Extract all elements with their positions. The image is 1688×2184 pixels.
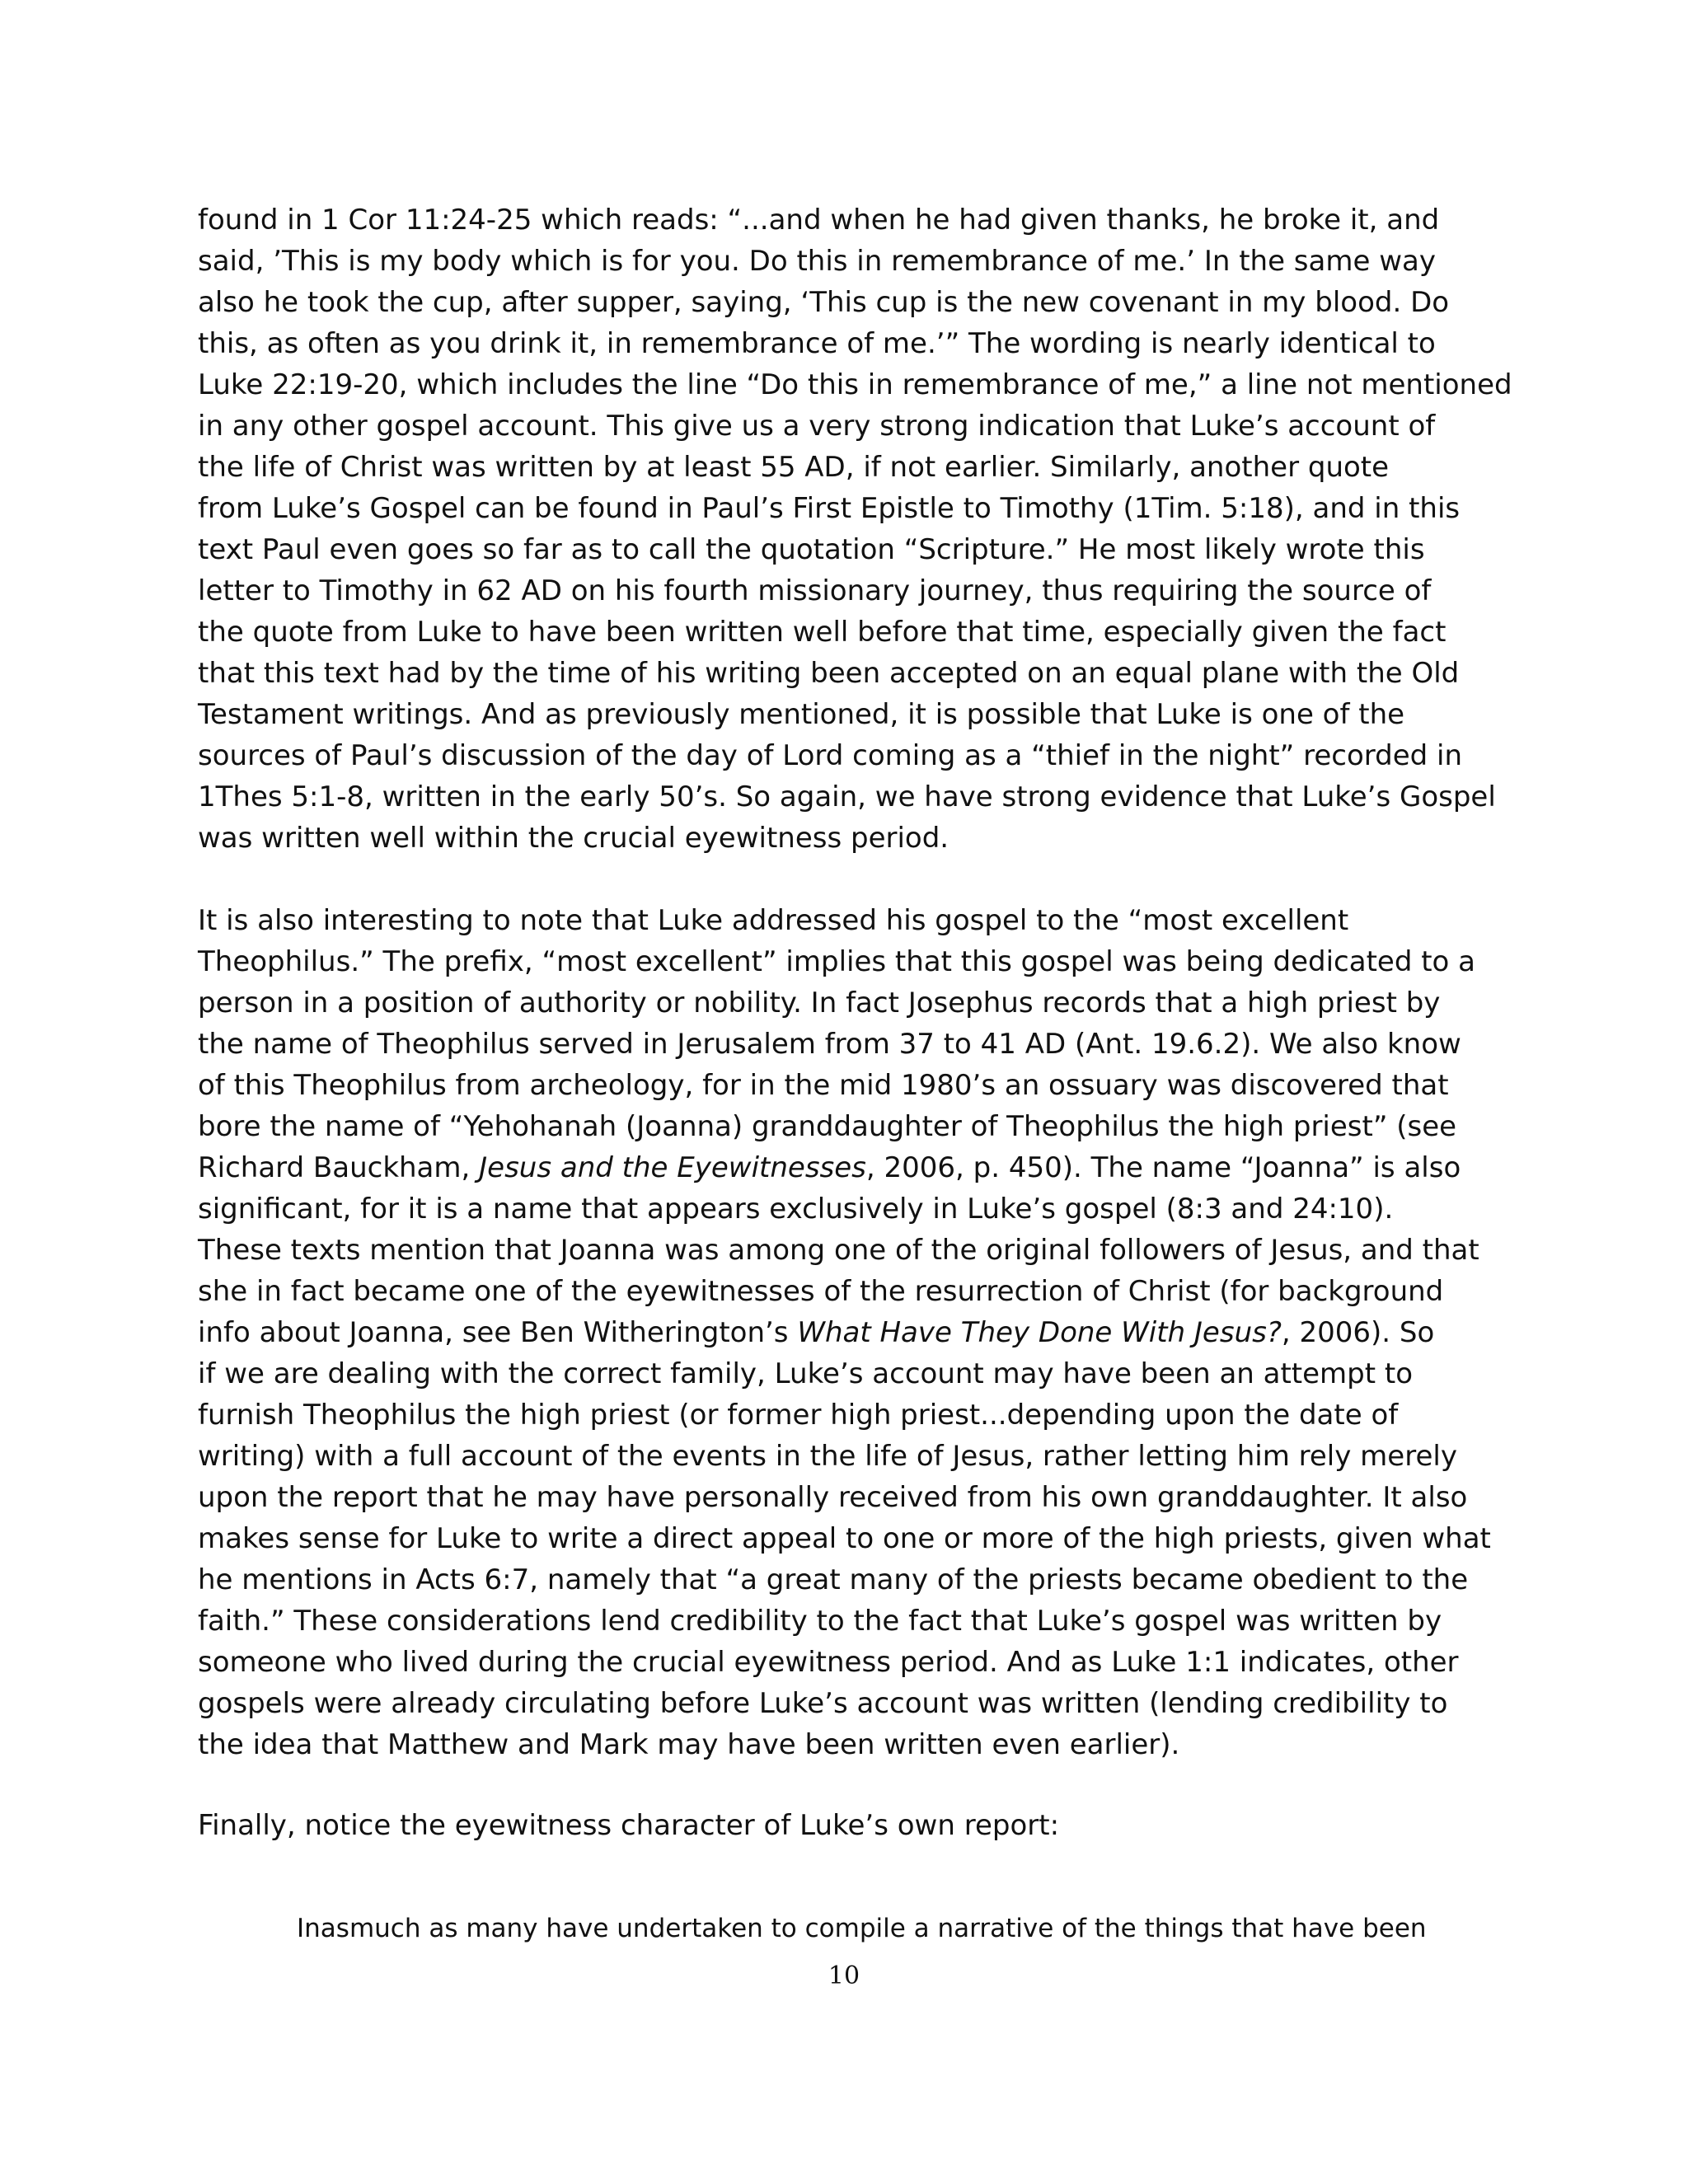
- text-line: the name of Theophilus served in Jerusalem from 37 to 41 AD (Ant. 19.6.2). We also know: [198, 1028, 1461, 1061]
- text-line: Luke 22:19-20, which includes the line “Do this in remembrance of me,” a line not mentioned: [198, 368, 1512, 401]
- text-line: that this text had by the time of his writing been accepted on an equal plane with the Old: [198, 657, 1460, 690]
- text-line: she in fact became one of the eyewitnesses of the resurrection of Christ (for background: [198, 1275, 1444, 1308]
- text-line: this, as often as you drink it, in remembrance of me.’” The wording is nearly identical to: [198, 327, 1436, 360]
- text-line-citation-witherington: [198, 1312, 1500, 1353]
- citation-suffix: , 2006). So: [1281, 1316, 1435, 1349]
- text-line: Testament writings. And as previously mentioned, it is possible that Luke is one of the: [198, 698, 1405, 731]
- citation-prefix: info about Joanna, see Ben Witherington’s: [198, 1316, 798, 1349]
- page-number: 10: [828, 1961, 860, 1990]
- text-line: of this Theophilus from archeology, for in the mid 1980’s an ossuary was discovered that: [198, 1069, 1449, 1102]
- text-line: he mentions in Acts 6:7, namely that “a great many of the priests became obedient to the: [198, 1563, 1469, 1596]
- text-line: in any other gospel account. This give us a very strong indication that Luke’s account of: [198, 410, 1436, 443]
- paragraph-3: [198, 1805, 1500, 1846]
- block-quote: [297, 1909, 1500, 1948]
- text-line: letter to Timothy in 62 AD on his fourth missionary journey, thus requiring the source of: [198, 574, 1432, 607]
- text-line-citation-bauckham: [198, 1147, 1500, 1188]
- text-line: Theophilus.” The prefix, “most excellent” implies that this gospel was being dedicated to a: [198, 945, 1475, 978]
- text-line: These texts mention that Joanna was among one of the original followers of Jesus, and that: [198, 1234, 1479, 1267]
- text-line: bore the name of “Yehohanah (Joanna) granddaughter of Theophilus the high priest” (see: [198, 1110, 1457, 1143]
- text-line: someone who lived during the crucial eyewitness period. And as Luke 1:1 indicates, other: [198, 1646, 1459, 1679]
- book-title-italic: Jesus and the Eyewitnesses: [479, 1151, 866, 1184]
- book-title-italic: What Have They Done With Jesus?: [797, 1316, 1282, 1349]
- text-line: text Paul even goes so far as to call the quotation “Scripture.” He most likely wrote this: [198, 533, 1425, 566]
- text-line: the quote from Luke to have been written well before that time, especially given the fact: [198, 616, 1447, 649]
- text-line: faith.” These considerations lend credibility to the fact that Luke’s gospel was written by: [198, 1605, 1442, 1638]
- text-line: also he took the cup, after supper, saying, ‘This cup is the new covenant in my blood. Do: [198, 286, 1450, 319]
- text-line: makes sense for Luke to write a direct appeal to one or more of the high priests, given what: [198, 1522, 1491, 1555]
- text-line: person in a position of authority or nobility. In fact Josephus records that a high priest by: [198, 987, 1441, 1019]
- text-line: 1Thes 5:1-8, written in the early 50’s. So again, we have strong evidence that Luke’s Gospel: [198, 780, 1496, 813]
- text-line: from Luke’s Gospel can be found in Paul’s First Epistle to Timothy (1Tim. 5:18), and in this: [198, 492, 1461, 525]
- text-line: sources of Paul’s discussion of the day of Lord coming as a “thief in the night” recorded in: [198, 739, 1463, 772]
- quote-line: Inasmuch as many have undertaken to compile a narrative of the things that have been: [297, 1914, 1427, 1943]
- text-line: It is also interesting to note that Luke addressed his gospel to the “most excellent: [198, 904, 1349, 937]
- text-line: writing) with a full account of the events in the life of Jesus, rather letting him rely merely: [198, 1440, 1457, 1473]
- citation-suffix: , 2006, p. 450). The name “Joanna” is also: [865, 1151, 1461, 1184]
- text-line: if we are dealing with the correct family, Luke’s account may have been an attempt to: [198, 1357, 1414, 1390]
- text-line: the idea that Matthew and Mark may have been written even earlier).: [198, 1728, 1180, 1761]
- text-line: the life of Christ was written by at least 55 AD, if not earlier. Similarly, another quote: [198, 451, 1390, 484]
- text-line: was written well within the crucial eyewitness period.: [198, 822, 950, 855]
- paragraph-2: [198, 900, 1500, 1765]
- text-line: found in 1 Cor 11:24-25 which reads: “...and when he had given thanks, he broke it, and: [198, 204, 1440, 237]
- citation-prefix: Richard Bauckham,: [198, 1151, 480, 1184]
- text-line: furnish Theophilus the high priest (or former high priest...depending upon the date of: [198, 1399, 1399, 1432]
- text-line: upon the report that he may have personally received from his own granddaughter. It also: [198, 1481, 1468, 1514]
- paragraph-1: [198, 199, 1512, 859]
- text-line: gospels were already circulating before Luke’s account was written (lending credibility to: [198, 1687, 1448, 1720]
- text-line: said, ’This is my body which is for you. Do this in remembrance of me.’ In the same way: [198, 245, 1436, 278]
- text-line: significant, for it is a name that appears exclusively in Luke’s gospel (8:3 and 24:10).: [198, 1193, 1394, 1226]
- text-line: Finally, notice the eyewitness character of Luke’s own report:: [198, 1809, 1060, 1842]
